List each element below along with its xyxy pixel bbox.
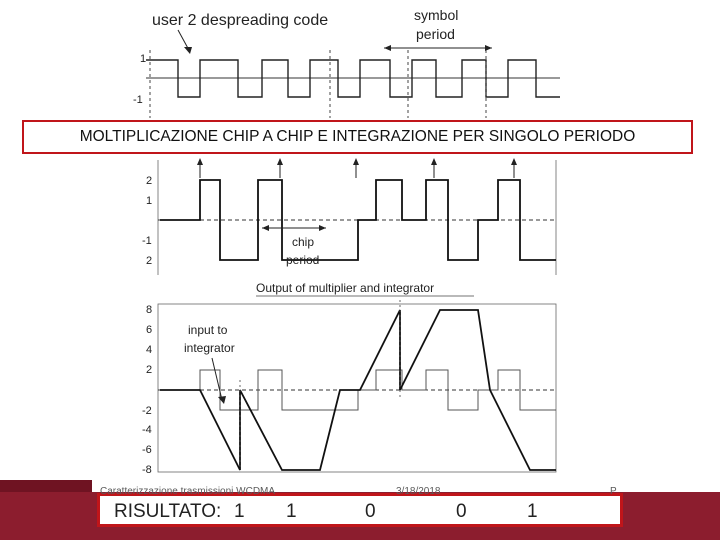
input-to-integrator-annotation — [184, 323, 235, 355]
product-waveform — [160, 180, 556, 260]
symbol-period-line-2: period — [416, 26, 455, 42]
chip-period-annotation — [286, 235, 319, 267]
footer-page-number: P — [610, 486, 617, 497]
result-label: RISULTATO: — [114, 501, 222, 522]
result-box — [97, 493, 623, 527]
symbol-period-annotation — [414, 7, 458, 42]
result-bit: 1 — [234, 501, 245, 522]
chip-period-arrow-right — [319, 225, 326, 231]
middle-tick-label: 1 — [146, 195, 153, 207]
middle-tick-label: -1 — [142, 235, 152, 247]
footer-date: 3/18/2018 — [396, 486, 441, 497]
symbol-period-line-1: symbol — [414, 7, 459, 23]
symbol-period-arrow-left — [384, 45, 391, 51]
input-integrator-arrowhead — [218, 396, 226, 404]
top-tick-label: 1 — [140, 53, 147, 65]
bottom-panel — [142, 300, 556, 476]
bottom-tick-label: -4 — [142, 424, 152, 436]
result-bit: 1 — [527, 501, 538, 522]
result-bit: 0 — [456, 501, 467, 522]
despreading-arrowhead — [184, 47, 192, 54]
despreading-code-annotation: user 2 despreading code — [152, 12, 329, 29]
up-arrow-head — [353, 158, 359, 165]
chip-period-arrow-left — [262, 225, 269, 231]
bottom-tick-label: 8 — [146, 304, 153, 316]
input-to-integrator-line-1: input to — [188, 323, 228, 337]
up-arrow-head — [277, 158, 283, 165]
caption-box — [22, 120, 693, 154]
bottom-tick-label: 4 — [146, 344, 153, 356]
up-arrow-head — [197, 158, 203, 165]
caption-text: MOLTIPLICAZIONE CHIP A CHIP E INTEGRAZIONE PER SINGOLO PERIODO — [79, 128, 636, 145]
chip-period-line-1: chip — [292, 235, 315, 249]
result-bit: 0 — [365, 501, 376, 522]
top-panel — [133, 7, 560, 118]
chip-period-line-2: period — [286, 253, 320, 267]
footer-title: Caratterizzazione trasmissioni WCDMA — [100, 486, 276, 497]
middle-tick-label: 2 — [146, 175, 153, 187]
bottom-tick-label: 2 — [146, 364, 153, 376]
bottom-tick-label: -6 — [142, 444, 152, 456]
input-to-integrator-line-2: integrator — [184, 341, 235, 355]
bottom-tick-label: -2 — [142, 405, 152, 417]
up-arrow-head — [431, 158, 437, 165]
bottom-tick-label: 6 — [146, 324, 153, 336]
output-annotation: Output of multiplier and integrator — [256, 281, 435, 295]
middle-tick-label: 2 — [146, 255, 153, 267]
top-tick-label: -1 — [133, 94, 143, 106]
middle-panel — [142, 158, 556, 296]
bottom-tick-label: -8 — [142, 464, 152, 476]
result-bit: 1 — [286, 501, 297, 522]
up-arrow-head — [511, 158, 517, 165]
